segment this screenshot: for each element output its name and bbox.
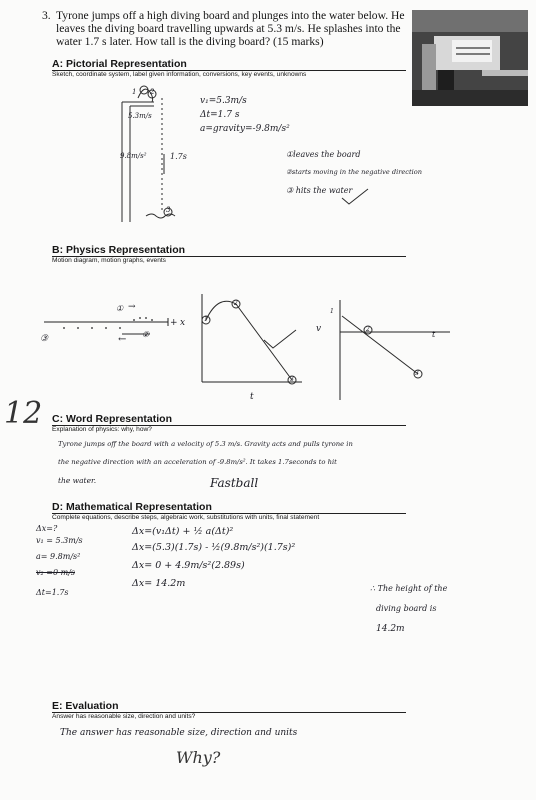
question-line-3: water 1.7 s later. How tall is the diving board? (15 marks): [56, 35, 324, 48]
section-a-title: A: Pictorial Representation: [52, 58, 187, 70]
section-b-subtitle: Motion diagram, motion graphs, events: [52, 257, 166, 264]
evaluation-answer: The answer has reasonable size, direction and units: [60, 728, 298, 738]
margin-score: 12: [4, 396, 43, 431]
math-step-1: Δx=(v₁Δt) + ½ a(Δt)²: [132, 526, 234, 537]
event-3-text: ③ hits the water: [286, 186, 353, 195]
math-given-v2: v₂ =0 m/s: [36, 568, 75, 577]
conclusion-line-3: 14.2m: [376, 624, 405, 634]
motion-arrow-left: ←: [118, 334, 127, 345]
question-number: 3.: [42, 9, 51, 22]
section-b-title: B: Physics Representation: [52, 244, 186, 256]
math-step-3: Δx= 0 + 4.9m/s²(2.89s): [132, 560, 245, 571]
section-d-title: D: Mathematical Representation: [52, 501, 212, 513]
vel-graph-v-label: v: [316, 324, 322, 334]
question-line-1: Tyrone jumps off a high diving board and plunges into the water below. He: [56, 9, 405, 22]
given-velocity: v₁=5.3m/s: [200, 96, 247, 106]
event-2-text: ②starts moving in the negative direction: [286, 168, 422, 176]
section-e-title: E: Evaluation: [52, 700, 119, 712]
sketch-event-1: 1: [132, 88, 137, 96]
section-c-subtitle: Explanation of physics: why, how?: [52, 426, 152, 433]
motion-plus: +: [170, 318, 178, 328]
given-time: Δt=1.7 s: [200, 110, 240, 120]
question-line-2: leaves the diving board travelling upwards at 5.3 m/s. He splashes into the: [56, 22, 401, 35]
pos-graph-event-2: 2: [234, 300, 238, 307]
word-note: Fastball: [210, 476, 259, 490]
math-given-dt: Δt=1.7s: [36, 588, 69, 597]
sketch-event-2: 2: [150, 88, 155, 96]
event-1-text: ①leaves the board: [286, 150, 361, 159]
pos-graph-event-3: 3: [290, 376, 294, 383]
motion-event-2: ②: [142, 330, 150, 339]
motion-event-3: ③: [40, 334, 49, 344]
word-line-2: the negative direction with an acceleration of -9.8m/s². It takes 1.7seconds to hit: [58, 458, 337, 466]
word-line-3: the water.: [58, 476, 97, 485]
evaluation-note: Why?: [176, 748, 221, 767]
vel-graph-t-label: t: [432, 330, 436, 339]
vel-graph-event-3: 3: [415, 370, 419, 377]
conclusion-line-2: diving board is: [376, 604, 437, 613]
conclusion-line-1: ∴ The height of the: [370, 584, 448, 593]
sketch-event-3: 3: [166, 206, 171, 214]
check-mark-b: [262, 326, 298, 352]
motion-x-label: x: [180, 318, 186, 328]
math-given-v1: v₁ = 5.3m/s: [36, 536, 83, 545]
sketch-velocity-label: 5.3m/s: [128, 112, 152, 120]
math-given-a: a= 9.8m/s²: [36, 552, 81, 561]
word-line-1: Tyrone jumps off the board with a velocity of 5.3 m/s. Gravity acts and pulls tyrone in: [58, 440, 353, 448]
math-given-dx: Δx=?: [36, 524, 58, 533]
section-d-subtitle: Complete equations, describe steps, algebraic work, substitutions with units, final statement: [52, 514, 320, 521]
check-mark-a: [340, 186, 370, 208]
given-acceleration: a=gravity=-9.8m/s²: [200, 124, 290, 134]
math-step-4: Δx= 14.2m: [132, 578, 186, 589]
sketch-accel-label: 9.8m/s²: [120, 152, 147, 160]
velocity-time-graph: [334, 296, 454, 402]
motion-arrow-right: →: [128, 302, 136, 312]
section-a-subtitle: Sketch, coordinate system, label given information, conversions, key events, unknowns: [52, 71, 307, 78]
sketch-time-label: 1.7s: [170, 152, 187, 161]
pos-graph-event-1: 1: [204, 316, 208, 323]
section-c-title: C: Word Representation: [52, 413, 172, 425]
vel-graph-event-2: 2: [366, 326, 370, 333]
section-e-subtitle: Answer has reasonable size, direction and units?: [52, 713, 196, 720]
motion-event-1: ①: [116, 304, 124, 313]
vel-graph-event-1: 1: [330, 308, 334, 315]
pos-graph-t-label: t: [250, 392, 254, 402]
diving-board-photo: [412, 10, 528, 106]
math-step-2: Δx=(5.3)(1.7s) - ½(9.8m/s²)(1.7s)²: [132, 542, 296, 553]
